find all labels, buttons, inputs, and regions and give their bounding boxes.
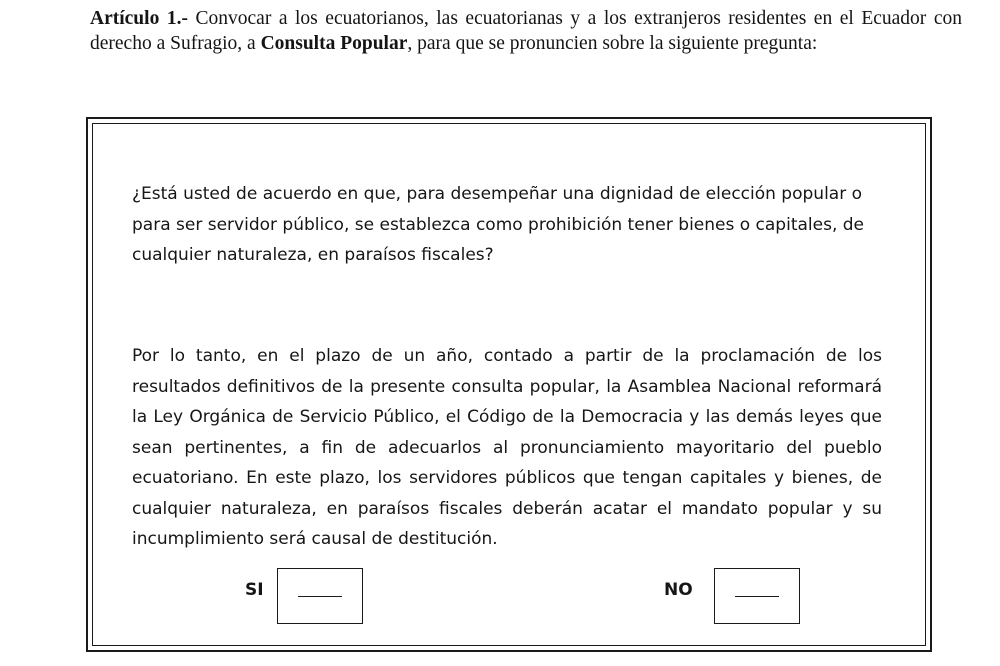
article-emphasis: Consulta Popular bbox=[260, 33, 408, 54]
article-text-before: Convocar a los ecuatorianos, las ecuatorianas y a los extranjeros residentes en el Ecuador con derecho a Sufragio, a bbox=[90, 8, 962, 54]
ballot-question: ¿Está usted de acuerdo en que, para desempeñar una dignidad de elección popular o para ser servidor público, se establezca como prohibición tener bienes o capitales, de cualquier naturaleza, en paraísos fiscales? bbox=[132, 184, 865, 265]
article-text-after: , para que se pronuncien sobre la siguiente pregunta: bbox=[407, 33, 818, 54]
no-checkbox-line bbox=[735, 596, 779, 597]
article-label: Artículo 1.- bbox=[90, 8, 188, 29]
yes-checkbox-line bbox=[298, 596, 342, 597]
ballot-consequence-text: Por lo tanto, en el plazo de un año, contado a partir de la proclamación de los resultados definitivos de la presente consulta popular, la Asamblea Nacional reformará la Ley Orgánica de Servicio Público, el Código de la Democracia y las demás leyes que sean pertinentes, a fin de adecuarlos al pronunciamiento mayoritario del pueblo ecuatoriano. En este plazo, los servidores públicos que tengan capitales y bienes, de cualquier naturaleza, en paraísos fiscales deberán acatar el mandato popular y su incumplimiento será causal de destitución. bbox=[132, 346, 882, 549]
no-checkbox[interactable] bbox=[714, 568, 800, 624]
yes-checkbox[interactable] bbox=[277, 568, 363, 624]
article-paragraph bbox=[90, 6, 962, 56]
yes-label: SI bbox=[245, 580, 264, 600]
no-label: NO bbox=[664, 580, 693, 600]
